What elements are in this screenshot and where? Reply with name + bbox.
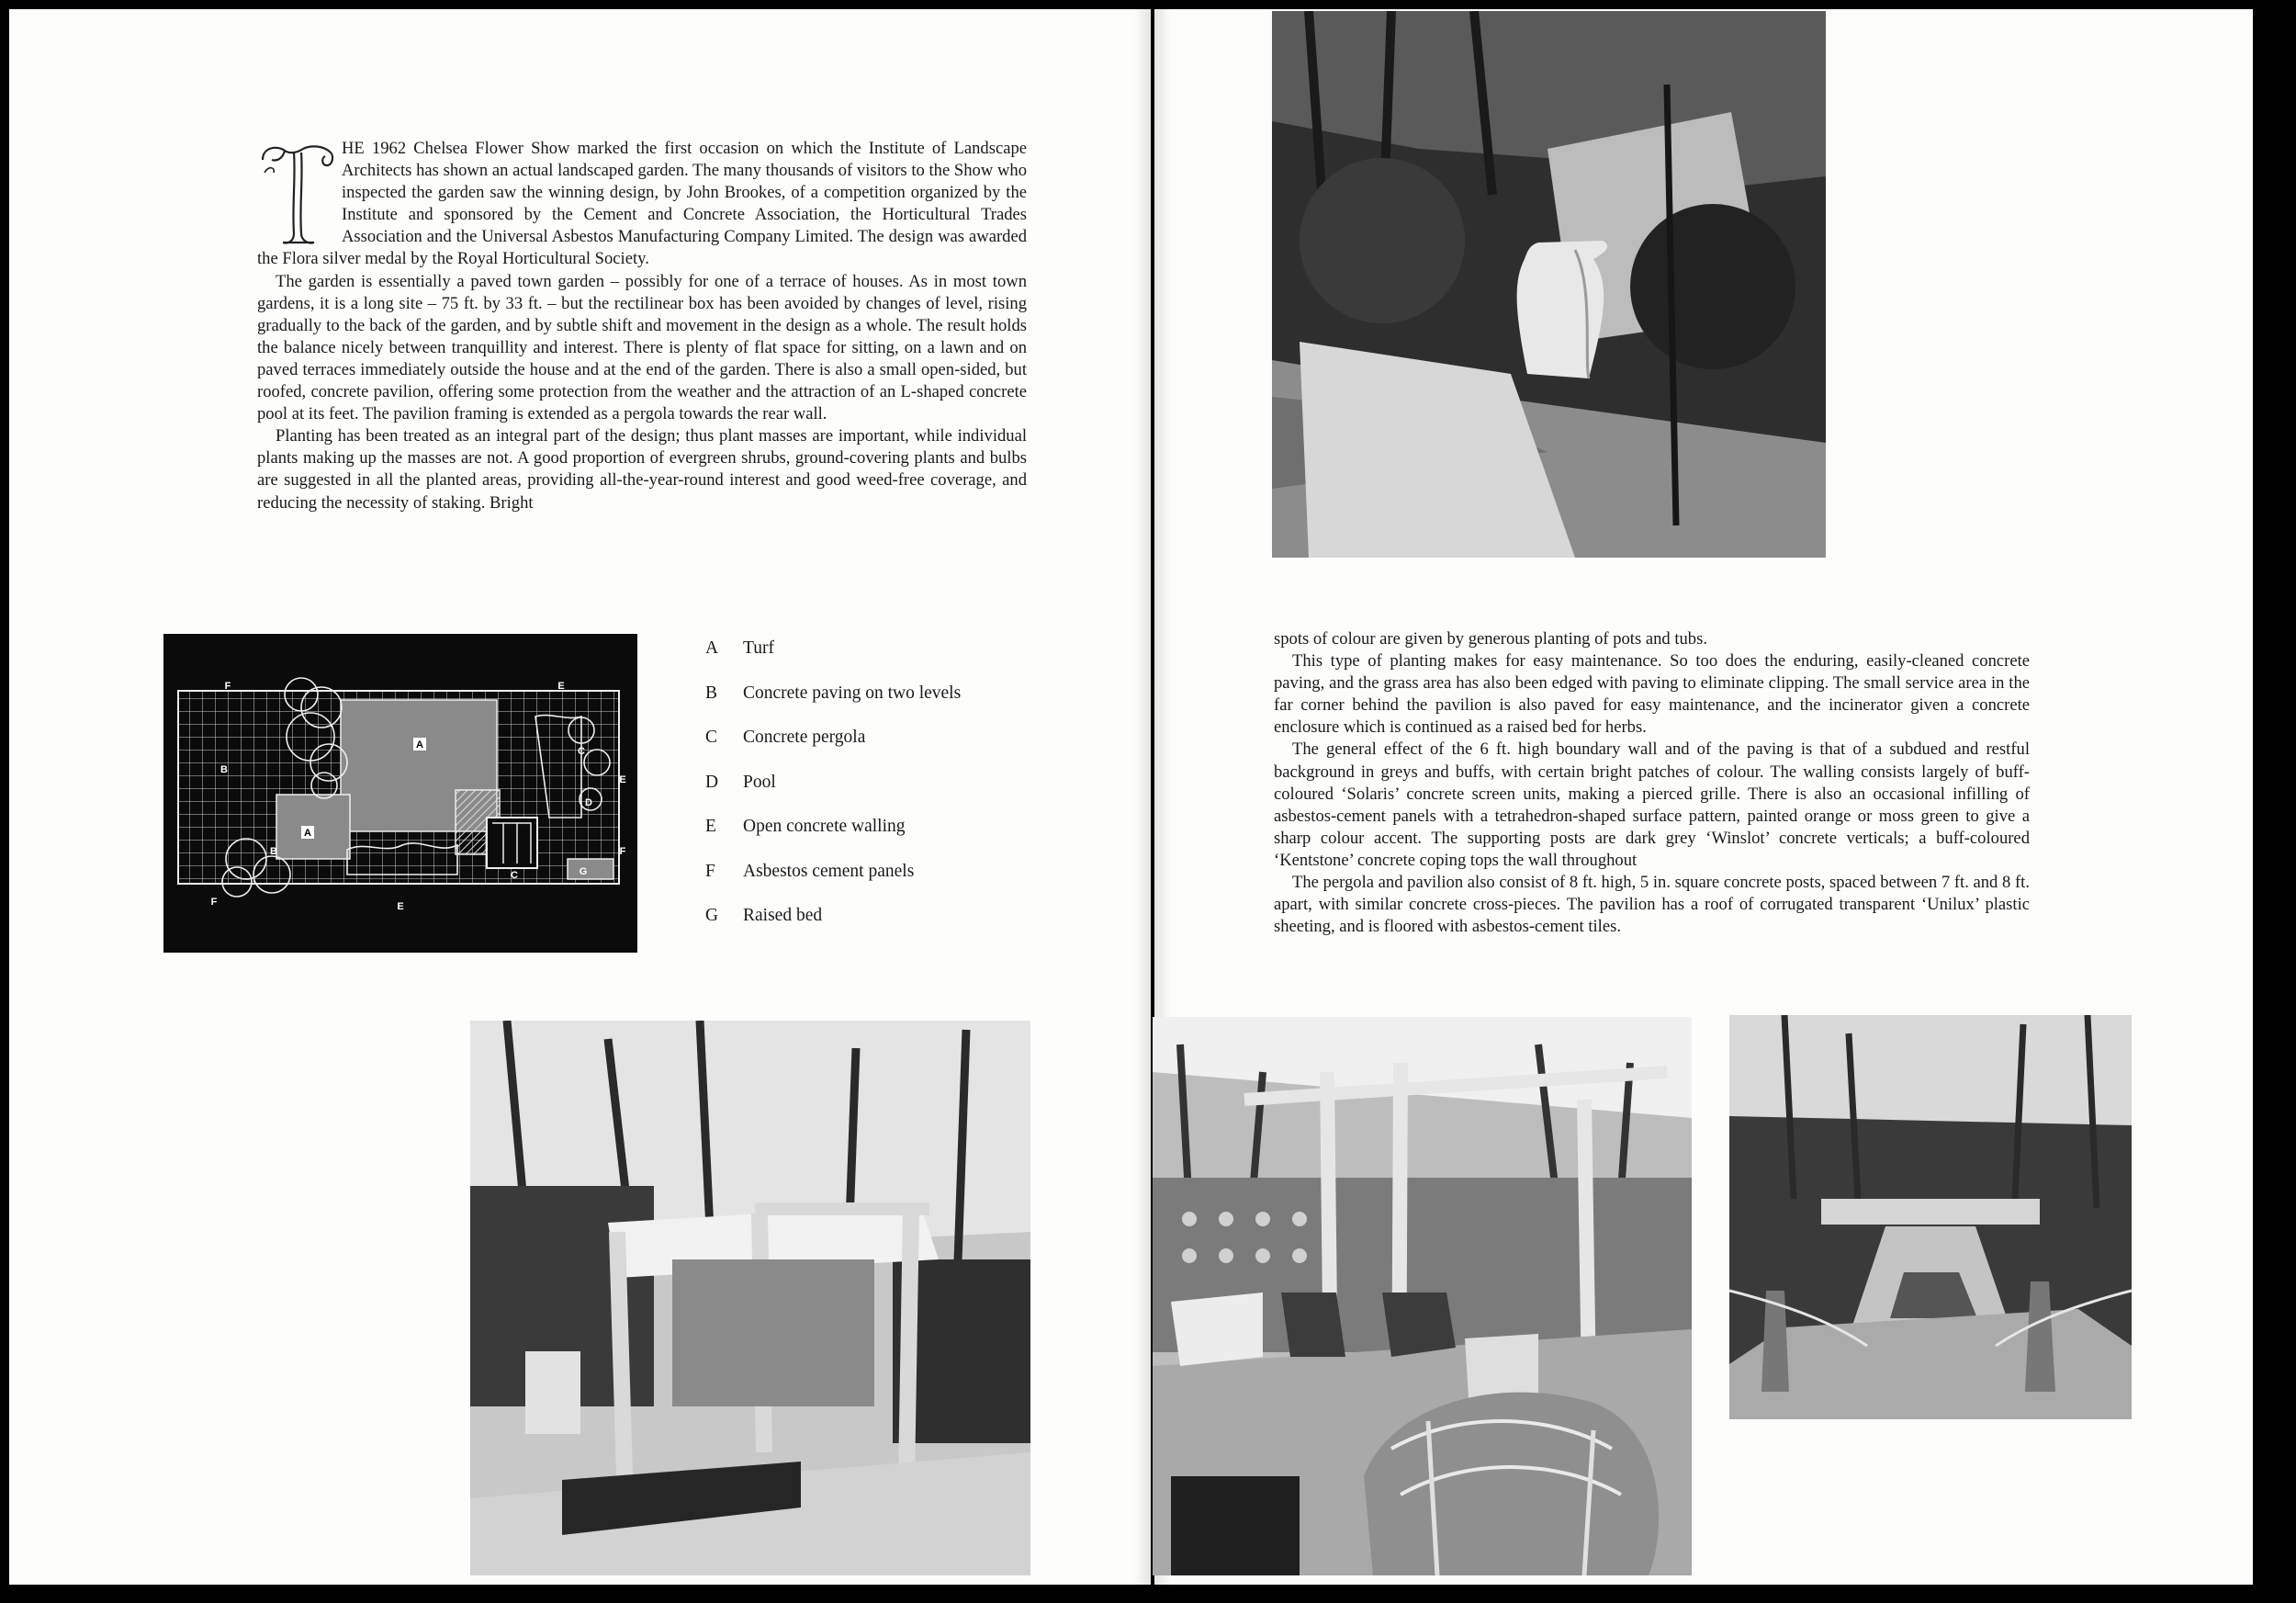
continued-paragraph: The pergola and pavilion also consist of 8 ft. high, 5 in. square concrete posts, spaced between 7 ft. and 8 ft. apart, with similar concrete cross-pieces. The pavilion has a roof of corrugated transparent ‘Unilux’ plastic sheeting, and is floored with asbestos-cement tiles. (1274, 873, 2030, 937)
legend-label: Turf (743, 638, 774, 658)
legend-label: Concrete pergola (743, 728, 866, 747)
legend-key: C (705, 728, 718, 747)
intro-paragraph: Planting has been treated as an integral part of the design; thus plant masses are important, while individual plants making up the masses are not. A good proportion of evergreen shrubs, ground-covering plants and bulbs are suggested in all the planted areas, providing all-the-year-round interest and good weed-free coverage, and reducing the necessity of staking. Bright (257, 426, 1027, 513)
legend-label: Pool (743, 772, 776, 792)
plan-label: E (397, 901, 404, 912)
plan-label: C (578, 746, 585, 757)
garden-plan (163, 634, 637, 953)
plan-label: B (220, 764, 228, 775)
continued-paragraph: The general effect of the 6 ft. high boundary wall and of the paving is that of a subdued and restful background in greys and buffs, with certain bright patches of colour. The walling consists largely of buff-coloured ‘Solaris’ concrete screen units, making a pierced grille. There is also an occasional infilling of asbestos-cement panels with a tetrahedron-shaped surface pattern, painted orange or moss green to give a sharp colour accent. The supporting posts are dark grey ‘Winslot’ concrete verticals; a buff-coloured ‘Kentstone’ concrete coping tops the wall throughout (1274, 739, 2030, 870)
legend-label: Raised bed (743, 906, 823, 925)
legend-key: G (705, 906, 719, 925)
legend-label: Concrete paving on two levels (743, 683, 962, 703)
garden-urn-photo (1272, 11, 1826, 558)
plan-label: C (511, 870, 518, 881)
dropcap-t (257, 141, 336, 248)
continued-text (1274, 628, 2030, 938)
continued-paragraph: spots of colour are given by generous planting of pots and tubs. (1274, 629, 1707, 649)
intro-paragraph: The garden is essentially a paved town garden – possibly for one of a terrace of houses. As in most town gardens, it is a long site – 75 ft. by 33 ft. – but the rectilinear box has been avoided by changes of level, rising gradually to the back of the garden, and by subtle shift and movement in the design as a whole. The result holds the balance nicely between tranquillity and interest. There is plenty of flat space for sitting, on a lawn and on paved terraces immediately outside the house and at the end of the garden. There is also a small open-sided, but roofed, concrete pavilion, offering some protection from the weather and the attraction of an L-shaped concrete pool at its feet. The pavilion framing is extended as a pergola towards the rear wall. (257, 271, 1027, 424)
legend-key: F (705, 861, 715, 881)
legend-item (705, 683, 1091, 728)
pavilion-photo (1153, 1017, 1692, 1575)
plan-label: F (210, 897, 218, 908)
legend-label: Asbestos cement panels (743, 861, 915, 881)
plan-label: A (416, 739, 423, 751)
plan-label: E (619, 774, 626, 785)
plan-label: B (270, 846, 277, 857)
garden-vista-photo (1729, 1015, 2132, 1419)
legend-key: D (705, 772, 719, 792)
legend-item (705, 638, 1091, 683)
legend-label: Open concrete walling (743, 817, 906, 836)
garden-plan-drawing (163, 634, 637, 953)
legend-item (705, 773, 1091, 818)
legend-key: B (705, 683, 718, 703)
plan-label: F (619, 846, 626, 857)
plan-legend (705, 638, 1091, 951)
continued-paragraph: This type of planting makes for easy maintenance. So too does the enduring, easily-cleaned concrete paving, and the grass area has also been edged with paving to eliminate clipping. The small service area in the far corner behind the pavilion is also paved for easy maintenance, and the incinerator given a concrete enclosure which is continued as a raised bed for herbs. (1274, 651, 2030, 738)
intro-paragraph: HE 1962 Chelsea Flower Show marked the first occasion on which the Institute of Landscape Architects has shown an actual landscaped garden. The many thousands of visitors to the Show who inspected the garden saw the winning design, by John Brookes, of a competition organized by the Institute and sponsored by the Cement and Concrete Association, the Horticultural Trades Association and the Universal Asbestos Manufacturing Company Limited. The design was awarded the Flora silver medal by the Royal Horticultural Society. (257, 139, 1027, 269)
plan-label: A (304, 828, 311, 839)
legend-key: E (705, 817, 716, 836)
plan-label: D (585, 797, 592, 808)
legend-key: A (705, 638, 719, 658)
gutter-shadow (1134, 9, 1151, 1585)
legend-item (705, 817, 1091, 862)
plan-label: F (224, 681, 231, 692)
legend-item (705, 728, 1091, 773)
plan-label: E (557, 681, 565, 692)
legend-item (705, 862, 1091, 907)
intro-text (257, 138, 1027, 514)
legend-item (705, 906, 1091, 951)
plan-label: G (579, 866, 588, 877)
pergola-photo (470, 1021, 1030, 1575)
